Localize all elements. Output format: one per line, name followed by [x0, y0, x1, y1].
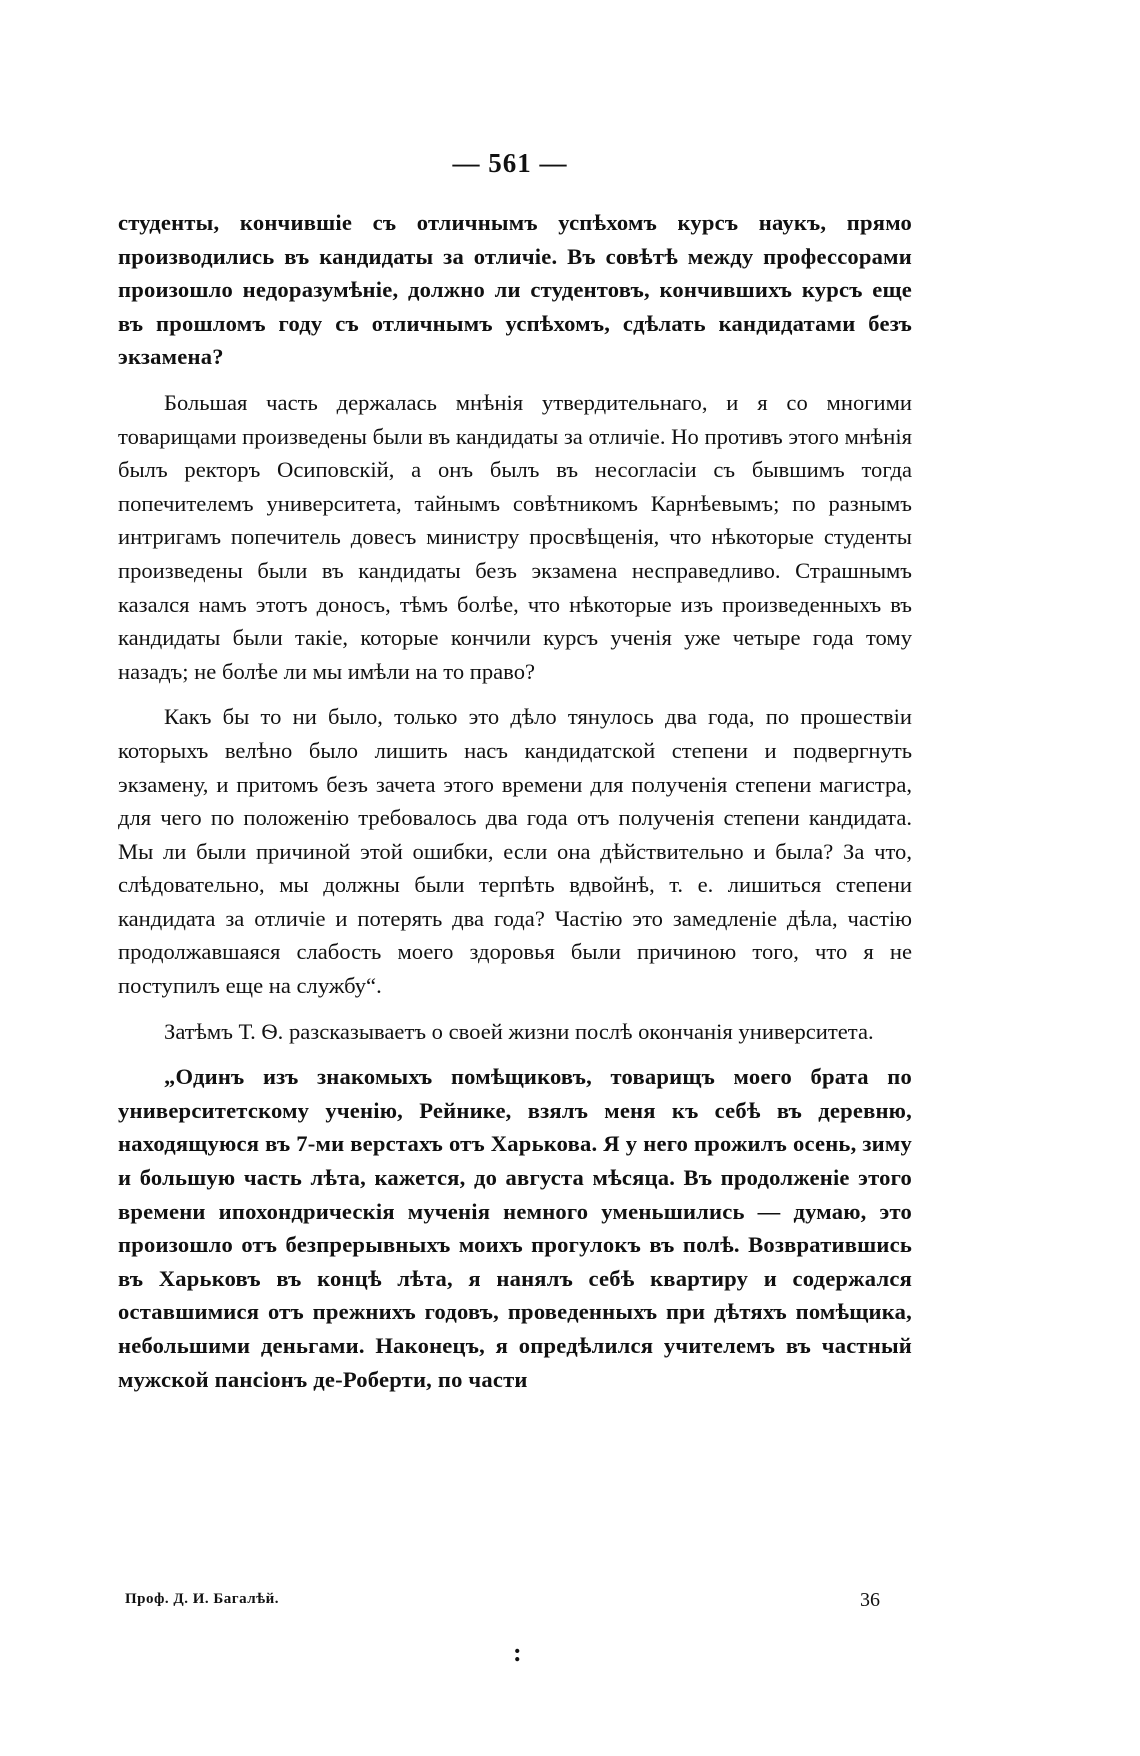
paragraph-4: Затѣмъ Т. Ѳ. разсказываетъ о своей жизни послѣ окончанія университета. [164, 1018, 874, 1044]
paragraph-3: Какъ бы то ни было, только это дѣло тянулось два года, по прошествіи которыхъ велѣно было лишить насъ кандидатской степени и подвергнуть экзамену, и притомъ безъ зачета этого времени для полученія степени магистра, для чего по положенію требовалось два года отъ полученія степени кандидата. Мы ли были причиной этой ошибки, если она дѣйствительно и была? За что, слѣдовательно, мы должны были терпѣть вдвойнѣ, т. е. лишиться степени кандидата за отличіе и потерять два года? Частію это замедленіе дѣла, частію продолжавшаяся слабость моего здоровья были причиною того, что я не поступилъ еще на службу“. [118, 704, 912, 999]
page-number: — 561 — [452, 148, 568, 178]
body-text [118, 206, 912, 1408]
paragraph-5: „Одинъ изъ знакомыхъ помѣщиковъ, товарищъ моего брата по университетскому ученію, Рейнике, взялъ меня къ себѣ въ деревню, находящуюся въ 7-ми верстахъ отъ Харькова. Я у него прожилъ осень, зиму и большую часть лѣта, кажется, до августа мѣсяца. Въ продолженіе этого времени ипохондрическія мученія немного уменьшились — думаю, это произошло отъ безпрерывныхъ моихъ прогулокъ въ полѣ. Возвратившись въ Харьковъ въ концѣ лѣта, я нанялъ себѣ квартиру и содержался оставшимися отъ прежнихъ годовъ, проведенныхъ при дѣтяхъ помѣщика, небольшими деньгами. Наконецъ, я опредѣлился учителемъ въ частный мужской пансіонъ де-Роберти, по части [118, 1064, 912, 1392]
bottom-mark: : [513, 1638, 522, 1667]
sheet-number: 36 [860, 1589, 880, 1611]
paragraph-2: Большая часть держалась мнѣнія утвердительнаго, и я со многими товарищами произведены были въ кандидаты за отличіе. Но противъ этого мнѣнія былъ ректоръ Осиповскій, а онъ былъ въ несогласіи съ бывшимъ тогда попечителемъ университета, тайнымъ совѣтникомъ Карнѣевымъ; по разнымъ интригамъ попечитель довесъ министру просвѣщенія, что нѣкоторые студенты произведены были въ кандидаты безъ экзамена несправедливо. Страшнымъ казался намъ этотъ доносъ, тѣмъ болѣе, что нѣкоторые изъ произведенныхъ въ кандидаты были такіе, которые кончили курсъ ученія уже четыре года тому назадъ; не болѣе ли мы имѣли на то право? [118, 389, 912, 684]
paragraph-1: студенты, кончившіе съ отличнымъ успѣхомъ курсъ наукъ, прямо производились въ кандидаты за отличіе. Въ совѣтѣ между профессорами произошло недоразумѣніе, должно ли студентовъ, кончившихъ курсъ еще въ прошломъ году съ отличнымъ успѣхомъ, сдѣлать кандидатами безъ экзамена? [118, 210, 912, 370]
footer-signature: Проф. Д. И. Багалѣй. [125, 1591, 280, 1607]
